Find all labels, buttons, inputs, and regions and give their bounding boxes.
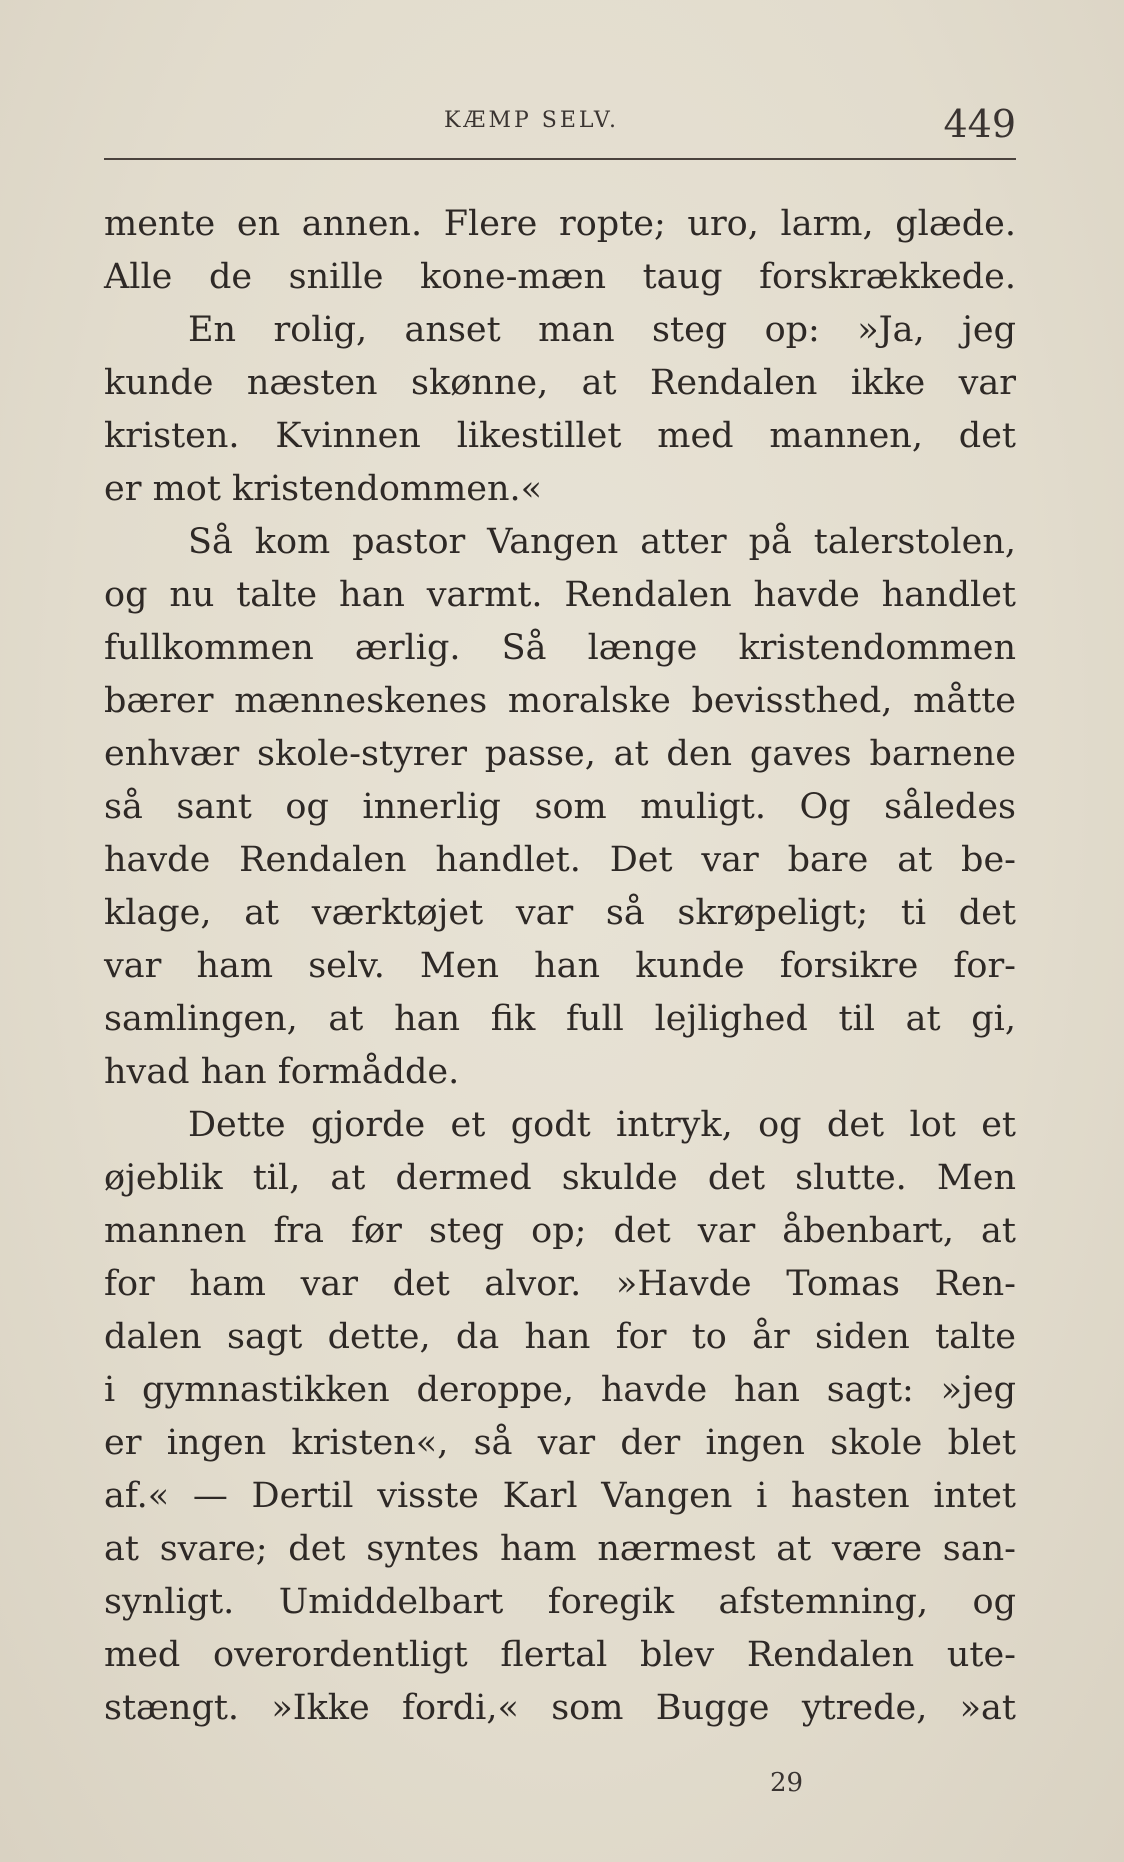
text-line: og nu talte han varmt. Rendalen havde handlet bbox=[104, 575, 1016, 615]
text-line: Alle de snille kone-mæn taug forskrækkede. bbox=[104, 257, 1016, 297]
signature-mark: 29 bbox=[770, 1768, 804, 1798]
text-line: med overordentligt flertal blev Rendalen ute- bbox=[104, 1635, 1016, 1675]
text-line: så sant og innerlig som muligt. Og således bbox=[104, 787, 1016, 827]
text-line: kunde næsten skønne, at Rendalen ikke var bbox=[104, 363, 1016, 403]
text-line: bærer mænneskenes moralske bevissthed, måtte bbox=[104, 681, 1016, 721]
text-line: havde Rendalen handlet. Det var bare at be- bbox=[104, 840, 1016, 880]
text-line: fullkommen ærlig. Så længe kristendommen bbox=[104, 628, 1016, 668]
text-line: klage, at værktøjet var så skrøpeligt; ti det bbox=[104, 893, 1016, 933]
text-line: er mot kristendommen.« bbox=[104, 469, 543, 509]
body-text bbox=[104, 198, 1016, 1735]
text-line: at svare; det syntes ham nærmest at være san- bbox=[104, 1529, 1016, 1569]
text-line: samlingen, at han fik full lejlighed til at gi, bbox=[104, 999, 1016, 1039]
text-line: enhvær skole-styrer passe, at den gaves barnene bbox=[104, 734, 1016, 774]
page-number: 449 bbox=[943, 102, 1016, 146]
text-line: mannen fra før steg op; det var åbenbart, at bbox=[104, 1211, 1016, 1251]
page-header bbox=[104, 98, 1016, 154]
text-line: af.« — Dertil visste Karl Vangen i hasten intet bbox=[104, 1476, 1016, 1516]
text-line: var ham selv. Men han kunde forsikre for- bbox=[104, 946, 1016, 986]
text-line: Så kom pastor Vangen atter på talerstolen, bbox=[188, 522, 1016, 562]
text-line: dalen sagt dette, da han for to år siden talte bbox=[104, 1317, 1016, 1357]
text-line: øjeblik til, at dermed skulde det slutte. Men bbox=[104, 1158, 1016, 1198]
text-line: kristen. Kvinnen likestillet med mannen, det bbox=[104, 416, 1016, 456]
running-title: KÆMP SELV. bbox=[444, 108, 619, 133]
text-line: Dette gjorde et godt intryk, og det lot et bbox=[188, 1105, 1016, 1145]
text-line: En rolig, anset man steg op: »Ja, jeg bbox=[188, 310, 1016, 350]
text-line: for ham var det alvor. »Havde Tomas Ren- bbox=[104, 1264, 1016, 1304]
text-line: i gymnastikken deroppe, havde han sagt: »jeg bbox=[104, 1370, 1016, 1410]
header-rule bbox=[104, 158, 1016, 160]
text-line: synligt. Umiddelbart foregik afstemning, og bbox=[104, 1582, 1016, 1622]
text-line: stængt. »Ikke fordi,« som Bugge ytrede, »at bbox=[104, 1688, 1016, 1728]
text-line: er ingen kristen«, så var der ingen skole blet bbox=[104, 1423, 1016, 1463]
text-line: mente en annen. Flere ropte; uro, larm, glæde. bbox=[104, 204, 1016, 244]
text-line: hvad han formådde. bbox=[104, 1052, 460, 1092]
